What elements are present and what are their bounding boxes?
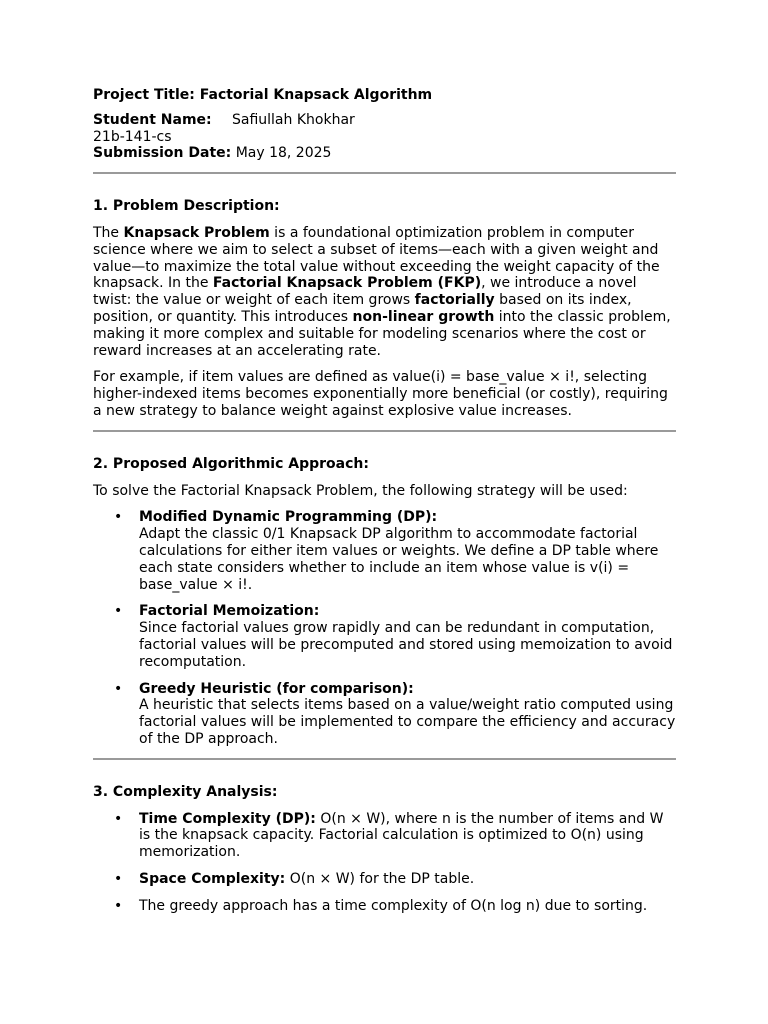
list-item xyxy=(93,509,676,593)
list-item xyxy=(93,898,676,915)
submission-date-line xyxy=(93,145,676,162)
bullet: • xyxy=(114,810,123,827)
bullet: • xyxy=(114,870,123,887)
student-name-line xyxy=(93,112,676,129)
text-run: , we introduce a novel twist: the value or weight of each item grows xyxy=(93,275,637,309)
item-title: Time Complexity (DP): xyxy=(139,810,316,827)
section-heading-complexity: 3. Complexity Analysis: xyxy=(93,783,278,800)
divider xyxy=(93,430,676,432)
item-title: Factorial Memoization: xyxy=(139,603,320,620)
bullet: • xyxy=(114,603,123,620)
problem-paragraph-2: For example, if item values are defined as value(i) = base_value × i!, selecting higher-indexed items becomes exponentially more beneficial (or costly), requiring a new strategy to balance weight against explosive value increases. xyxy=(93,369,668,419)
bullet: • xyxy=(114,897,123,914)
item-body: Since factorial values grow rapidly and can be redundant in computation, factorial values will be precomputed and stored using memoization to avoid recomputation. xyxy=(139,620,673,670)
item-body: Adapt the classic 0/1 Knapsack DP algorithm to accommodate factorial calculations for either item values or weights. We define a DP table where each state considers whether to include an item whose value is v(i) = base_value × i!. xyxy=(139,526,659,593)
section-heading-problem: 1. Problem Description: xyxy=(93,198,280,215)
problem-paragraph-1 xyxy=(93,225,676,359)
submission-date-label: Submission Date: xyxy=(93,145,232,162)
item-body: O(n × W), where n is the number of items and W is the knapsack capacity. Factorial calculation is optimized to O(n) using memorization. xyxy=(139,810,664,861)
student-name-value: Safiullah Khokhar xyxy=(232,111,355,128)
student-id: 21b-141-cs xyxy=(93,128,172,145)
submission-date-value: May 18, 2025 xyxy=(235,145,332,162)
divider xyxy=(93,758,676,760)
list-item xyxy=(93,811,676,861)
text-run: is a foundational optimization problem in computer science where we aim to select a subset of items—each with a given weight and value—to maximize the total value without exceeding the weight capacity of the knapsack. In the xyxy=(93,224,660,292)
list-item xyxy=(93,603,676,670)
text-run: based on its index, position, or quantity. This introduces xyxy=(93,292,632,325)
bullet: • xyxy=(114,680,123,697)
bold-term: Factorial Knapsack Problem (FKP) xyxy=(212,275,482,292)
text-run: The xyxy=(93,224,124,241)
bullet: • xyxy=(114,509,123,526)
item-body: The greedy approach has a time complexity of O(n log n) due to sorting. xyxy=(139,897,648,914)
item-title: Greedy Heuristic (for comparison): xyxy=(139,680,414,697)
divider xyxy=(93,172,676,174)
text-run: into the classic problem, making it more complex and suitable for modeling scenarios where the cost or reward increases at an accelerating rate. xyxy=(93,308,671,359)
complexity-list xyxy=(93,811,676,915)
student-name-label: Student Name: xyxy=(93,111,212,128)
bold-term: factorially xyxy=(414,292,495,309)
project-title: Project Title: Factorial Knapsack Algorithm xyxy=(93,87,433,103)
approach-list xyxy=(93,509,676,747)
item-title: Space Complexity: xyxy=(139,870,286,887)
approach-intro: To solve the Factorial Knapsack Problem, the following strategy will be used: xyxy=(93,482,628,499)
item-body: O(n × W) for the DP table. xyxy=(285,870,475,887)
document-page xyxy=(93,87,676,924)
bold-term: non-linear growth xyxy=(352,308,495,325)
list-item xyxy=(93,871,676,888)
item-body: A heuristic that selects items based on a value/weight ratio computed using factorial values will be implemented to compare the efficiency and accuracy of the DP approach. xyxy=(139,697,676,747)
bold-term: Knapsack Problem xyxy=(123,224,270,241)
item-title: Modified Dynamic Programming (DP): xyxy=(139,509,438,526)
list-item xyxy=(93,681,676,748)
section-heading-approach: 2. Proposed Algorithmic Approach: xyxy=(93,455,369,472)
